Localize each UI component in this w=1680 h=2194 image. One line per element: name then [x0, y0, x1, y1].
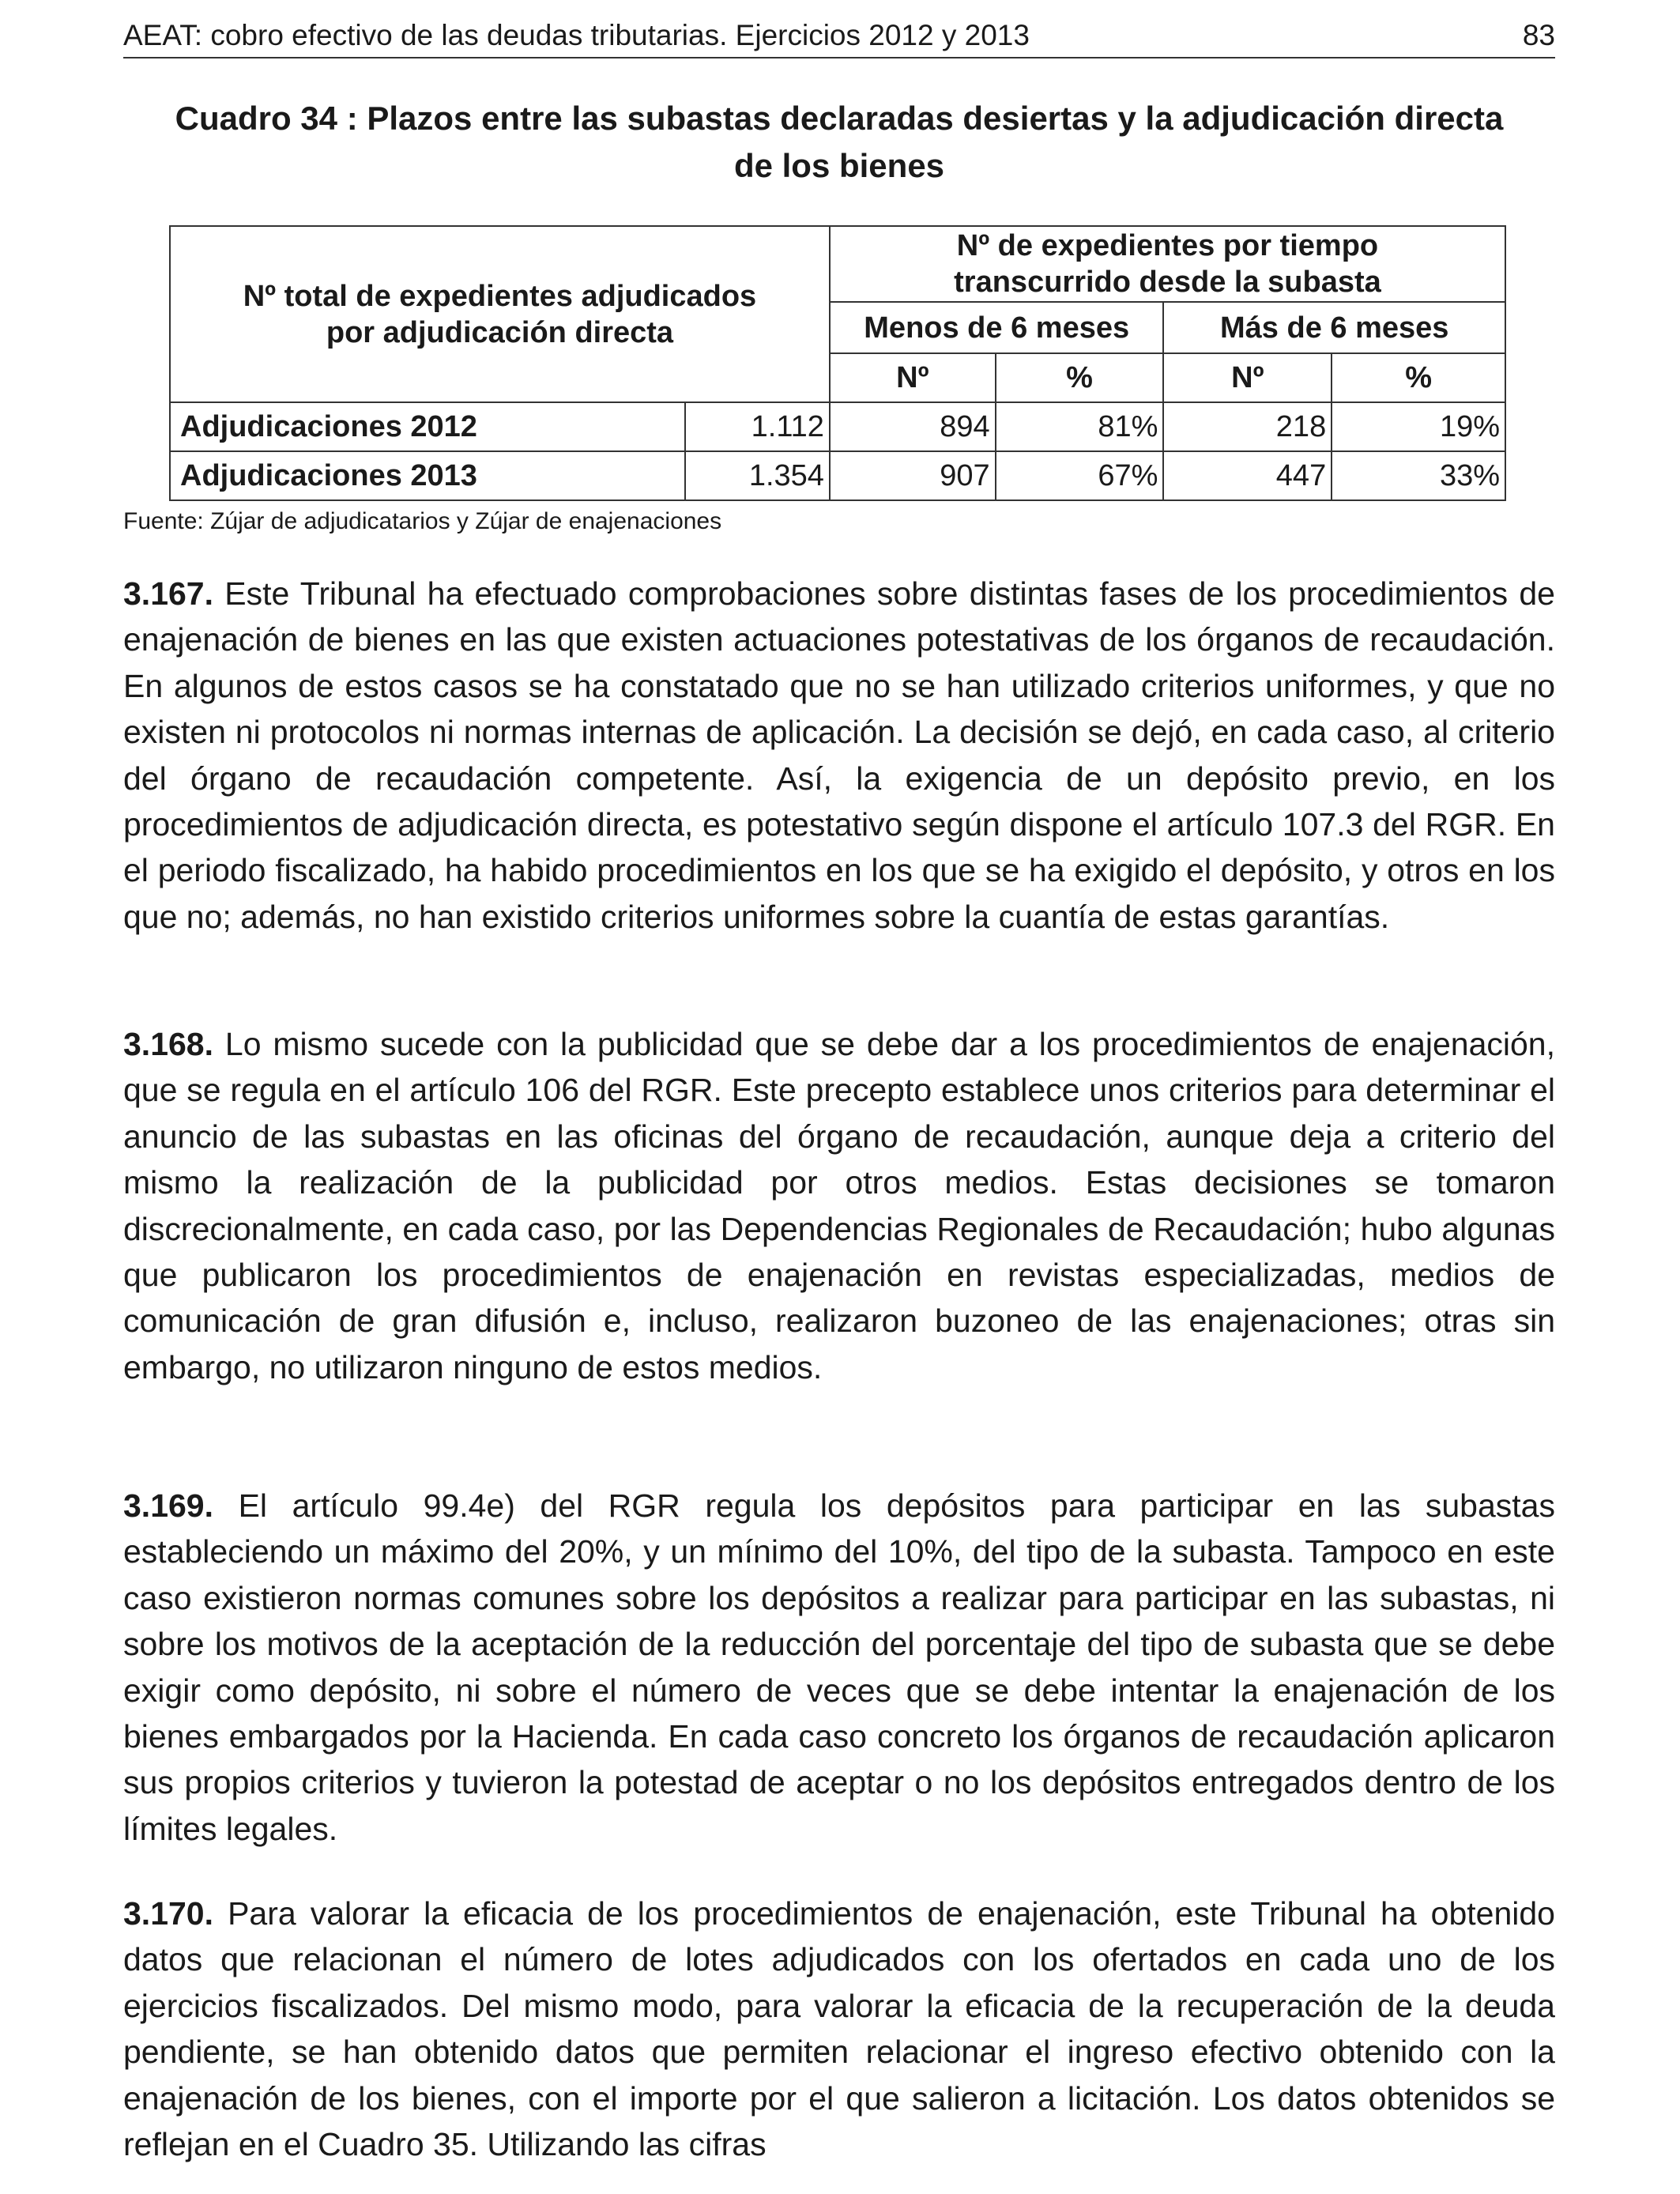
- table-row: [170, 402, 1505, 451]
- cell-less-n: 894: [830, 402, 996, 451]
- paragraph-text: Este Tribunal ha efectuado comprobaciones sobre distintas fases de los procedimientos de enajenación de bienes en las que existen actuaciones potestativas de los órganos de recaudación. En algunos de estos casos se ha constatado que no se han utilizado criterios uniformes, y que no existen ni protocolos ni normas internas de aplicación. La decisión se dejó, en cada caso, al criterio del órgano de recaudación competente. Así, la exigencia de un depósito previo, en los procedimientos de adjudicación directa, es potestativo según dispone el artículo 107.3 del RGR. En el periodo fiscalizado, ha habido procedimientos en los que se ha exigido el depósito, y otros en los que no; además, no han existido criterios uniformes sobre la cuantía de estas garantías.: [123, 575, 1555, 935]
- header-col-pct-1: %: [996, 353, 1164, 402]
- running-header: [123, 16, 1555, 58]
- header-menos-6-meses: Menos de 6 meses: [830, 302, 1164, 353]
- header-mas-6-meses: Más de 6 meses: [1163, 302, 1505, 353]
- paragraph-3-167: [123, 571, 1555, 940]
- header-title: AEAT: cobro efectivo de las deudas tributarias. Ejercicios 2012 y 2013: [123, 19, 1030, 51]
- data-table: [169, 225, 1506, 501]
- cell-less-pct: 81%: [996, 402, 1164, 451]
- paragraph-3-168: [123, 1021, 1555, 1390]
- paragraph-text: Para valorar la eficacia de los procedimientos de enajenación, este Tribunal ha obtenido datos que relacionan el número de lotes adjudicados con los ofertados en cada uno de los ejercicios fiscalizados. Del mismo modo, para valorar la eficacia de la recuperación de la deuda pendiente, se han obtenido datos que permiten relacionar el ingreso efectivo obtenido con la enajenación de los bienes, con el importe por el que salieron a licitación. Los datos obtenidos se reflejan en el Cuadro 35. Utilizando las cifras: [123, 1895, 1555, 2163]
- paragraph-number: 3.169.: [123, 1487, 213, 1524]
- page-number: 83: [1522, 19, 1555, 51]
- table-row: [170, 451, 1505, 500]
- cell-more-n: 218: [1163, 402, 1332, 451]
- table-title: [123, 95, 1555, 190]
- paragraph-number: 3.167.: [123, 575, 213, 612]
- row-label: Adjudicaciones 2012: [170, 402, 685, 451]
- row-label: Adjudicaciones 2013: [170, 451, 685, 500]
- document-page: [123, 0, 1555, 2194]
- table-title-line-2: de los bienes: [733, 147, 945, 184]
- header-group-tiempo: Nº de expedientes por tiempo transcurrido desde la subasta: [830, 226, 1505, 302]
- cell-less-n: 907: [830, 451, 996, 500]
- paragraph-number: 3.168.: [123, 1026, 213, 1062]
- header-col-n-2: Nº: [1163, 353, 1332, 402]
- cell-total: 1.112: [685, 402, 830, 451]
- cell-less-pct: 67%: [996, 451, 1164, 500]
- paragraph-number: 3.170.: [123, 1895, 213, 1932]
- cell-more-pct: 19%: [1332, 402, 1505, 451]
- table-header-row-1: [170, 226, 1505, 302]
- paragraph-text: El artículo 99.4e) del RGR regula los depósitos para participar en las subastas estableciendo un máximo del 20%, y un mínimo del 10%, del tipo de la subasta. Tampoco en este caso existieron normas comunes sobre los depósitos a realizar para participar en las subastas, ni sobre los motivos de la aceptación de la reducción del porcentaje del tipo de subasta que se debe exigir como depósito, ni sobre el número de veces que se debe intentar la enajenación de los bienes embargados por la Hacienda. En cada caso concreto los órganos de recaudación aplicaron sus propios criterios y tuvieron la potestad de aceptar o no los depósitos entregados dentro de los límites legales.: [123, 1487, 1555, 1847]
- table-title-line-1: Cuadro 34 : Plazos entre las subastas declaradas desiertas y la adjudicación directa: [175, 100, 1504, 137]
- table-source-note: Fuente: Zújar de adjudicatarios y Zújar de enajenaciones: [123, 508, 722, 534]
- header-col-n-1: Nº: [830, 353, 996, 402]
- cell-more-pct: 33%: [1332, 451, 1505, 500]
- cell-more-n: 447: [1163, 451, 1332, 500]
- header-total-expedientes: Nº total de expedientes adjudicados por adjudicación directa: [170, 226, 830, 402]
- paragraph-text: Lo mismo sucede con la publicidad que se debe dar a los procedimientos de enajenación, que se regula en el artículo 106 del RGR. Este precepto establece unos criterios para determinar el anuncio de las subastas en las oficinas del órgano de recaudación, aunque deja a criterio del mismo la realización de la publicidad por otros medios. Estas decisiones se tomaron discrecionalmente, en cada caso, por las Dependencias Regionales de Recaudación; hubo algunas que publicaron los procedimientos de enajenación en revistas especializadas, medios de comunicación de gran difusión e, incluso, realizaron buzoneo de las enajenaciones; otras sin embargo, no utilizaron ninguno de estos medios.: [123, 1026, 1555, 1385]
- paragraph-3-170: [123, 1891, 1555, 2167]
- paragraph-3-169: [123, 1483, 1555, 1852]
- header-col-pct-2: %: [1332, 353, 1505, 402]
- cell-total: 1.354: [685, 451, 830, 500]
